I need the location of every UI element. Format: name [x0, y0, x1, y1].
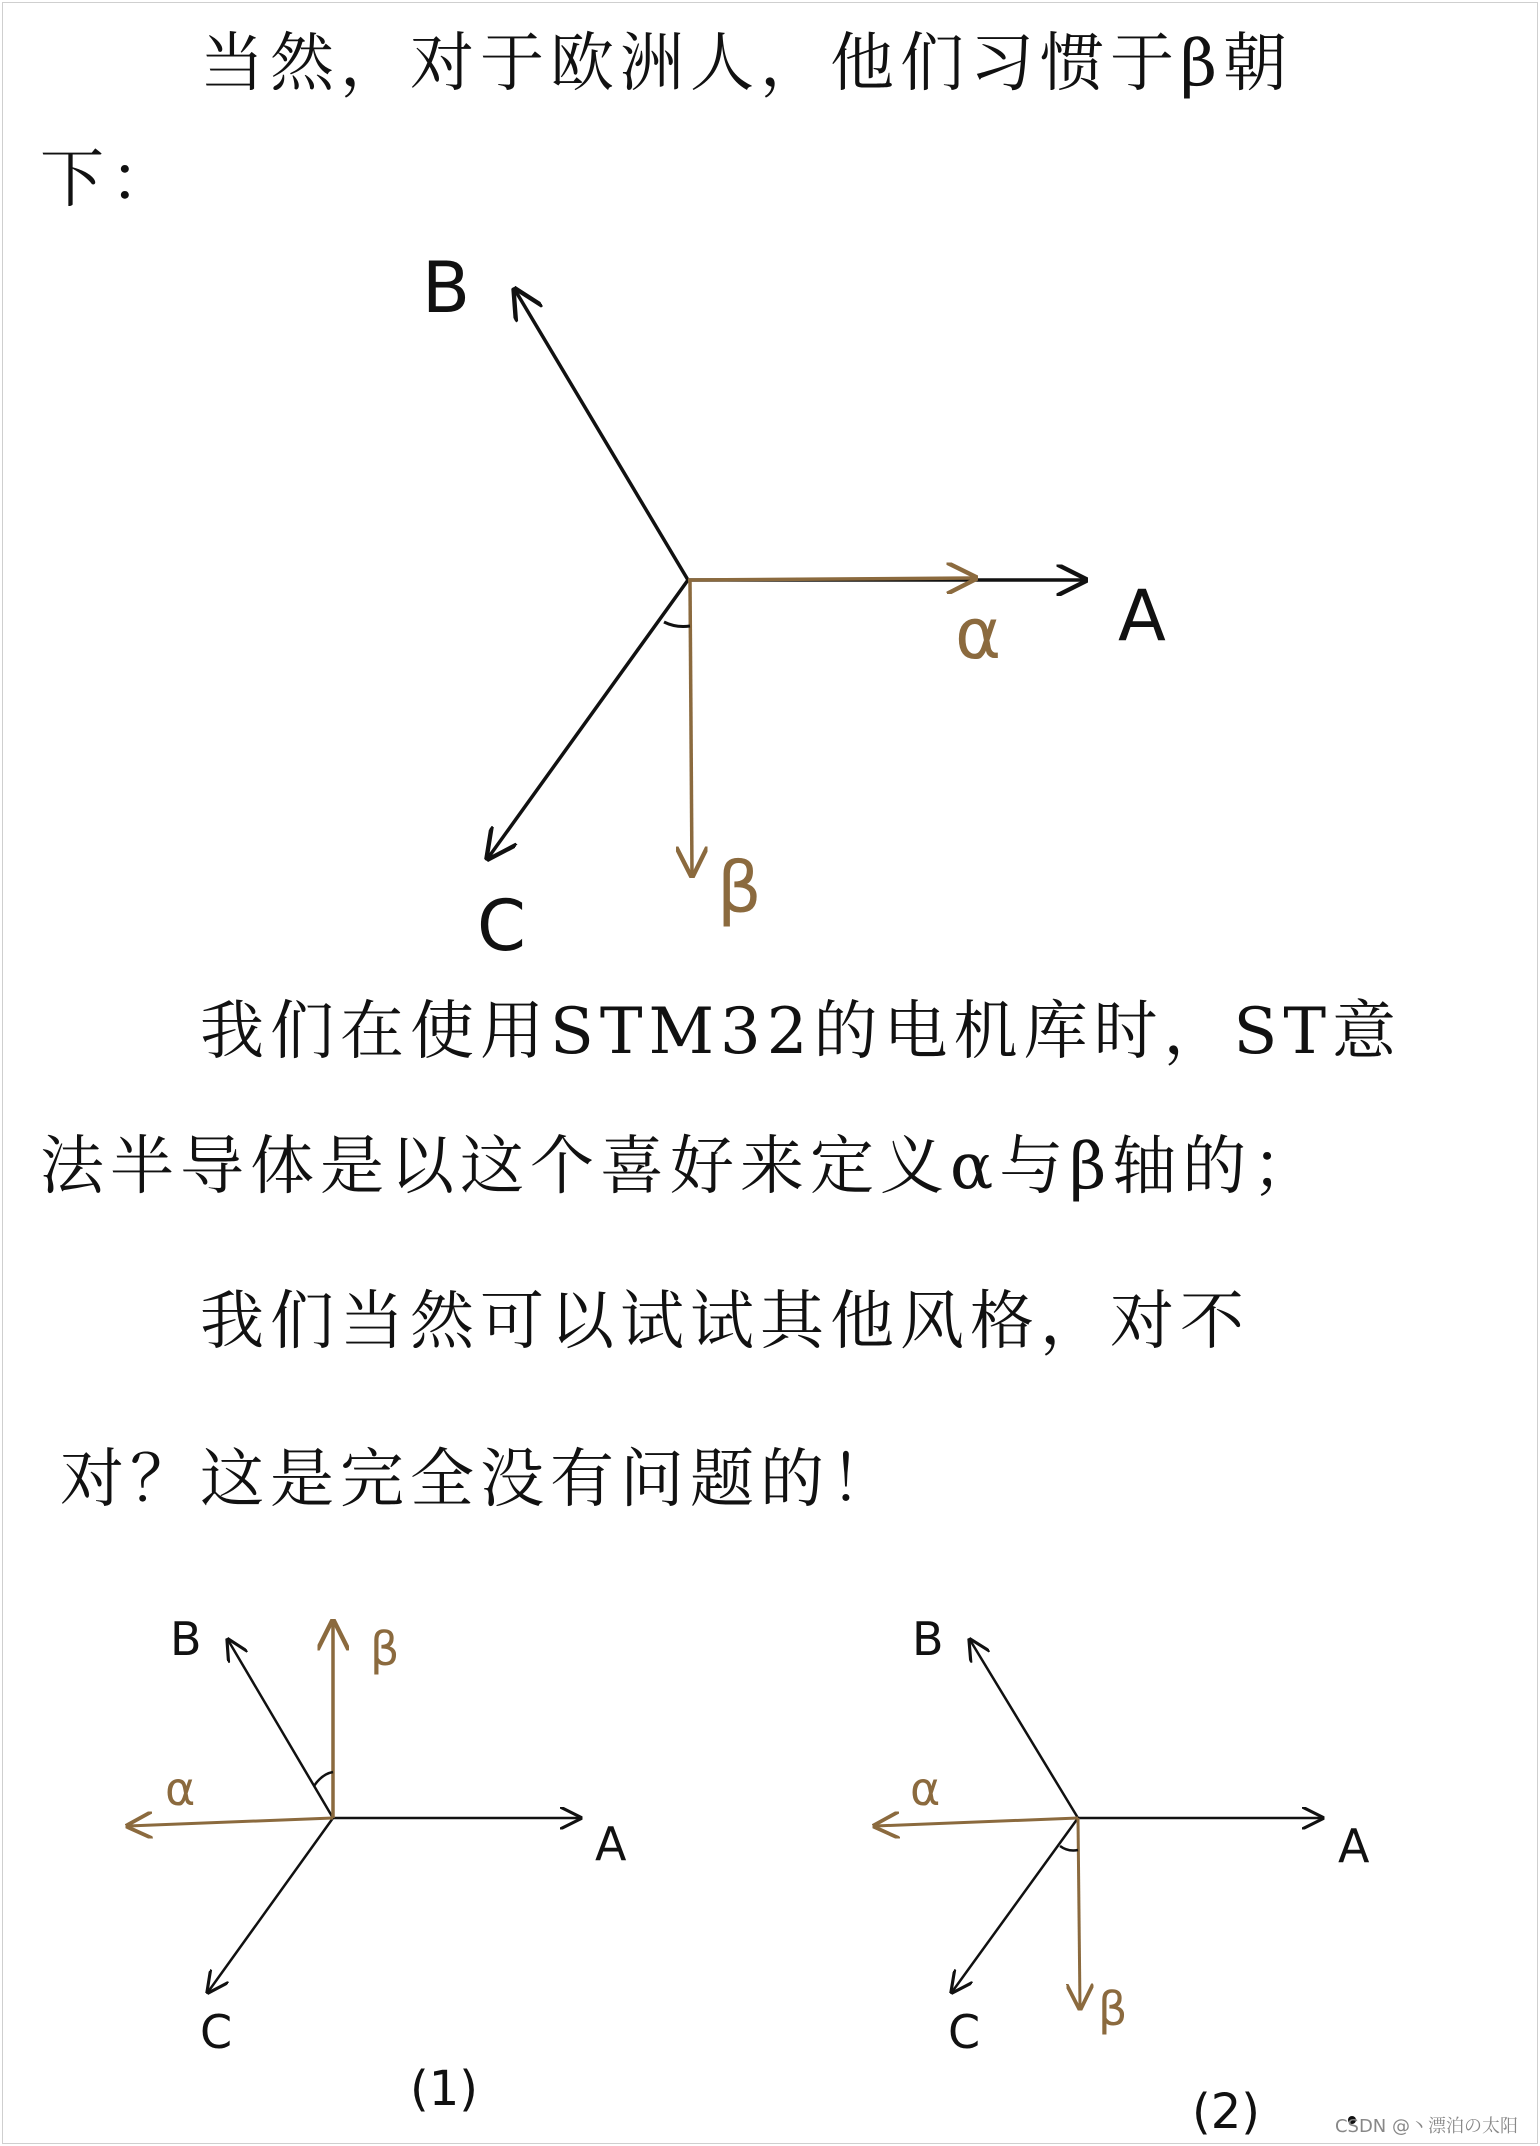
- main-angle-mark: [664, 622, 690, 627]
- paragraph-3-line-2: 对？这是完全没有问题的！: [60, 1443, 900, 1517]
- right-axis-alpha: [875, 1818, 1078, 1826]
- left-diagram: [128, 1612, 627, 2117]
- right-axis-b: [970, 1640, 1078, 1818]
- right-label-c: C: [948, 2005, 981, 2059]
- left-axis-alpha: [128, 1818, 333, 1826]
- main-axis-beta: [690, 580, 692, 875]
- main-label-beta: β: [717, 847, 762, 929]
- left-label-a: A: [595, 1817, 627, 1871]
- main-axis-alpha: [688, 578, 975, 580]
- right-axis-c: [952, 1818, 1078, 1992]
- main-label-b: B: [422, 247, 471, 329]
- paragraph-3-line-1: 我们当然可以试试其他风格，对不: [200, 1285, 1250, 1359]
- right-caption: (2): [1192, 2084, 1260, 2140]
- main-label-c: C: [477, 885, 526, 967]
- paragraph-2-line-2: 法半导体是以这个喜好来定义α与β轴的；: [40, 1130, 1323, 1204]
- watermark: CSDN @丶漂泊の太阳: [1334, 2116, 1518, 2137]
- left-axis-b: [228, 1640, 333, 1818]
- right-axis-beta: [1078, 1818, 1080, 2008]
- main-diagram: [422, 247, 1166, 967]
- left-label-beta: β: [370, 1622, 400, 1676]
- paragraph-2-line-1: 我们在使用STM32的电机库时，ST意: [200, 995, 1403, 1069]
- right-diagram: [875, 1612, 1370, 2140]
- left-label-alpha: α: [165, 1762, 196, 1816]
- paragraph-1-line-2: 下：: [40, 143, 180, 217]
- left-label-b: B: [170, 1612, 202, 1666]
- main-label-a: A: [1118, 575, 1166, 657]
- main-axis-c: [488, 580, 688, 858]
- right-label-alpha: α: [910, 1762, 941, 1816]
- left-label-c: C: [200, 2005, 233, 2059]
- right-label-a: A: [1338, 1819, 1370, 1873]
- left-caption: (1): [410, 2061, 478, 2117]
- right-label-beta: β: [1098, 1982, 1128, 2036]
- left-angle-mark: [314, 1772, 333, 1786]
- right-label-b: B: [912, 1612, 944, 1666]
- paragraph-1-line-1: 当然，对于欧洲人，他们习惯于β朝: [200, 27, 1293, 101]
- main-axis-b: [515, 290, 688, 580]
- main-label-alpha: α: [955, 593, 1002, 675]
- right-angle-mark: [1060, 1846, 1078, 1851]
- left-axis-c: [208, 1818, 333, 1992]
